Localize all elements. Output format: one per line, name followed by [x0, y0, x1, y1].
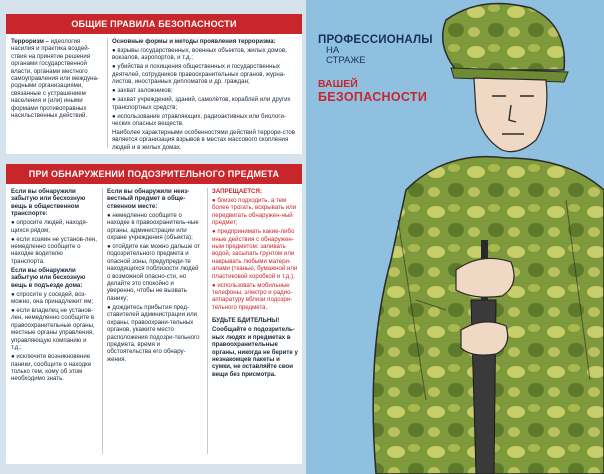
prohibited-item: ● предпринимать какие-либо иные действия с обнаружен-ным предметом: заливать водой, засыпать грунтом или накрывать любыми матери-алами (тканью, бумажной или пластиковой коробкой и т.д.); — [212, 228, 298, 280]
prohibited-item: ● использовать мобильные телефоны, электро и радио-аппаратуру вблизи подозри-тельного предмета. — [212, 281, 293, 311]
poster-panel — [306, 0, 604, 474]
col1-item: Если вы обнаружили забытую или бесхозную вещь в общественном транспорте: — [11, 188, 86, 218]
terrorism-term: Терроризм – — [11, 38, 49, 45]
suspicious-object-section — [6, 164, 302, 464]
general-safety-section — [6, 14, 302, 154]
poster-title — [318, 34, 438, 104]
divider — [107, 38, 108, 148]
column-prohibited — [212, 188, 298, 380]
col1-item: ● опросите людей, находя-щихся рядом; — [11, 219, 88, 234]
poster-title-line2: НА — [326, 45, 340, 56]
col1-item: ● спросите у соседей, воз-можно, она принадлежит им; — [11, 290, 94, 306]
divider — [207, 188, 208, 454]
terrorism-form-item: ● захват учреждений, зданий, самолётов, кораблей или других транспортных средств; — [112, 96, 291, 111]
col1-item: ● если хозяин не установ-лен, немедленно сообщите о находке водителю транспорта. — [11, 235, 97, 265]
column-public-place — [107, 188, 203, 365]
poster-title-line3: СТРАЖЕ — [326, 55, 366, 66]
prohibited-item: ● близко подходить, а тем более трогать, вскрывать или передвигать обнаружен-ный предмет; — [212, 197, 297, 227]
col2-item: ● дождитесь прибытия пред-ставителей администрации или охраны, правоохрани-тельных органов, укажите место расположения подозри-тельного предмета, время и обстоятельства его обнару-жения. — [107, 303, 200, 363]
poster-title-line4: ВАШЕЙ — [318, 78, 358, 90]
col2-item: ● немедленно сообщите о находке в правоохранитель-ные органы, администрации или охране учреждения (объекта); — [107, 211, 199, 242]
prohibited-heading: ЗАПРЕЩАЕТСЯ: — [212, 188, 262, 195]
col2-item: ● отойдите как можно дальше от подозрительного предмета и опасной зоны, предупреди-те находящихся поблизости людей о возможной опасно-сти, но делайте это спокойно и уверенно, чтобы не вызвать панику; — [107, 243, 201, 302]
terrorism-forms — [112, 38, 298, 153]
terrorism-definition-text: идеология насилия и практика воздей-ствия на принятие решения органами государственной власти, органами местного самоуправления или междуна-родными организациями, связанные с устрашением населения и (или) иными формами противоправных насильственных действий. — [11, 38, 99, 120]
terrorism-form-item: ● использование отравляющих, радиоактивных или биологи-ческих опасных веществ. — [112, 112, 286, 128]
column-transport-entrance — [11, 188, 98, 384]
terrorism-definition — [11, 38, 103, 121]
poster-title-line1: ПРОФЕССИОНАЛЫ — [318, 34, 433, 46]
col1-item: ● если владелец не установ-лен, немедленно сообщите в правоохранительные органы, местные органы управления, управляющую компанию и т.д.; — [11, 307, 95, 352]
general-safety-header: ОБЩИЕ ПРАВИЛА БЕЗОПАСНОСТИ — [6, 14, 302, 34]
terrorism-form-item: ● взрывы государственных, военных объектов, жилых домов, вокзалов, аэропортов, и т.д.; — [112, 47, 287, 62]
vigilant-text: Сообщайте о подозритель-ных людях и предметах в правоохранительные органы, никогда не берите у незнакомцев пакеты и сумки, не оставляйте свои вещи без присмотра. — [212, 326, 298, 378]
col2-item: Если вы обнаружили неиз-вестный предмет в обще-ственном месте: — [107, 188, 190, 210]
col1-item: Если вы обнаружили забытую или бесхозную вещь в подъезде дома: — [11, 266, 86, 289]
vigilant-heading: БУДЬТЕ БДИТЕЛЬНЫ! — [212, 317, 280, 325]
poster-title-line5: БЕЗОПАСНОСТИ — [318, 90, 428, 104]
terrorism-note: Наиболее характерными особенностями действий террори-стов является организация взрывов в местах массового скопления людей и в жилых домах. — [112, 129, 296, 151]
col1-item: ● исключите возникновение паники, сообщите о находке только тем, кому об этом необходимо знать. — [11, 353, 92, 383]
divider — [102, 188, 103, 454]
terrorism-form-item: ● убийства и похищения общественных и государственных деятелей, сотрудников правоохранительных органов, журна-листов, иностранных дипломатов и др. граждан; — [112, 63, 286, 86]
terrorism-forms-heading: Основные формы и методы проявления терроризма: — [112, 38, 276, 45]
suspicious-object-header: ПРИ ОБНАРУЖЕНИИ ПОДОЗРИТЕЛЬНОГО ПРЕДМЕТА — [6, 164, 302, 184]
terrorism-form-item: ● захват заложников; — [112, 87, 173, 95]
